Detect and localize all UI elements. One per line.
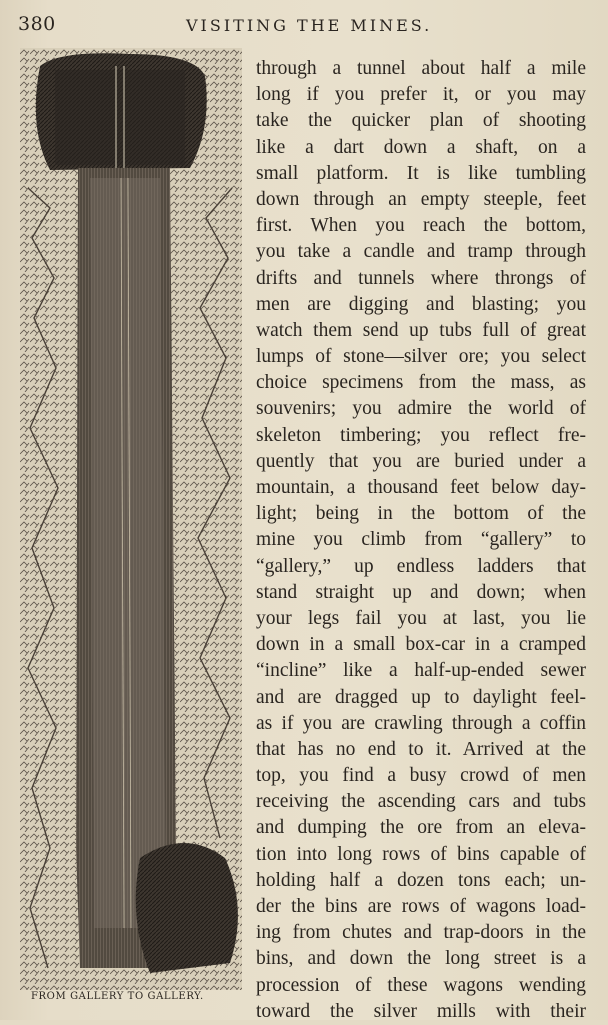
illustration-caption: FROM GALLERY TO GALLERY. bbox=[31, 991, 204, 1002]
text-line: tion into long rows of bins capable of bbox=[256, 843, 586, 865]
text-line: light; being in the bottom of the bbox=[256, 503, 586, 525]
text-line: your legs fail you at last, you lie bbox=[256, 607, 586, 629]
text-line: take the quicker plan of shooting bbox=[256, 110, 586, 132]
text-line: like a dart down a shaft, on a bbox=[256, 136, 586, 158]
text-line: mountain, a thousand feet below day- bbox=[256, 477, 586, 498]
text-line: that has no end to it. Arrived at the bbox=[256, 738, 586, 760]
mine-shaft-engraving bbox=[20, 48, 242, 990]
text-line: long if you prefer it, or you may bbox=[256, 84, 586, 106]
text-line: quently that you are buried under a bbox=[256, 450, 586, 472]
text-line: down in a small box-car in a cramped bbox=[256, 634, 586, 656]
text-line: souvenirs; you admire the world of bbox=[256, 398, 586, 420]
text-line: through a tunnel about half a mile bbox=[256, 58, 586, 79]
body-text bbox=[256, 56, 586, 1025]
text-line: drifts and tunnels where throngs of bbox=[256, 267, 586, 289]
text-line: as if you are crawling through a coffin bbox=[256, 712, 586, 734]
text-line: down through an empty steeple, feet bbox=[256, 188, 586, 210]
text-line: toward the silver mills with their bbox=[256, 1000, 586, 1022]
text-line: der the bins are rows of wagons load- bbox=[256, 896, 586, 917]
text-line: and are dragged up to daylight feel- bbox=[256, 686, 586, 708]
text-line: you take a candle and tramp through bbox=[256, 241, 586, 263]
text-line: holding half a dozen tons each; un- bbox=[256, 869, 586, 891]
text-line: skeleton timbering; you reflect fre- bbox=[256, 424, 586, 446]
text-line: ing from chutes and trap-doors in the bbox=[256, 922, 586, 944]
page-number: 380 bbox=[18, 13, 56, 35]
text-line: small platform. It is like tumbling bbox=[256, 162, 586, 184]
text-line: stand straight up and down; when bbox=[256, 581, 586, 603]
text-line: and dumping the ore from an eleva- bbox=[256, 817, 586, 839]
text-line: choice specimens from the mass, as bbox=[256, 372, 586, 394]
text-line: procession of these wagons wending bbox=[256, 974, 586, 996]
text-line: bins, and down the long street is a bbox=[256, 948, 586, 970]
text-line: top, you find a busy crowd of men bbox=[256, 765, 586, 787]
text-line: mine you climb from “gallery” to bbox=[256, 529, 586, 551]
text-line: men are digging and blasting; you bbox=[256, 293, 586, 315]
text-line: “gallery,” up endless ladders that bbox=[256, 555, 586, 577]
text-line: receiving the ascending cars and tubs bbox=[256, 791, 586, 813]
text-line: “incline” like a half-up-ended sewer bbox=[256, 660, 586, 682]
running-title: VISITING THE MINES. bbox=[186, 16, 433, 35]
text-line: first. When you reach the bottom, bbox=[256, 215, 586, 237]
text-line: lumps of stone—silver ore; you select bbox=[256, 346, 586, 368]
text-line: watch them send up tubs full of great bbox=[256, 319, 586, 341]
